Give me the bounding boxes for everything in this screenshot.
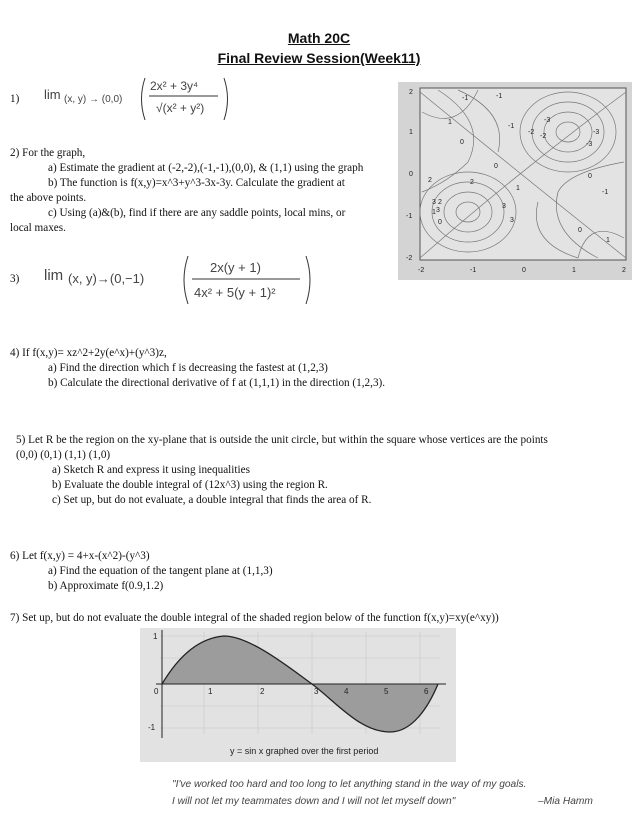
sine-graph-photo xyxy=(140,628,456,762)
svg-text:-1: -1 xyxy=(462,95,469,102)
q2-part-c: c) Using (a)&(b), find if there are any saddle points, local mins, or xyxy=(48,207,346,219)
q7-intro: 7) Set up, but do not evaluate the double integral of the shaded region below of the function f(x,y)=xy(e^xy)) xyxy=(10,612,499,624)
svg-text:6: 6 xyxy=(424,687,429,696)
svg-text:0: 0 xyxy=(409,171,413,178)
svg-text:-1: -1 xyxy=(602,189,609,196)
q6-part-b: b) Approximate f(0.9,1.2) xyxy=(48,580,164,592)
q3-lim-sub: (x, y)→(0,−1) xyxy=(68,271,145,286)
q3-lim: lim xyxy=(44,267,64,284)
q1-denominator: √(x² + y²) xyxy=(156,101,205,115)
q5-part-b: b) Evaluate the double integral of (12x^3) using the region R. xyxy=(52,479,328,491)
svg-text:0: 0 xyxy=(154,687,159,696)
sine-graph xyxy=(140,628,456,762)
svg-text:3: 3 xyxy=(502,203,506,210)
q3-denominator: 4x² + 5(y + 1)² xyxy=(194,285,276,300)
svg-text:1: 1 xyxy=(409,129,413,136)
svg-text:0: 0 xyxy=(460,139,464,146)
q2-intro: 2) For the graph, xyxy=(10,147,86,159)
svg-text:3: 3 xyxy=(436,207,440,214)
contour-plot-photo xyxy=(398,82,632,280)
q2-part-c-cont: local maxes. xyxy=(10,222,66,234)
svg-text:-1: -1 xyxy=(496,93,503,100)
svg-text:0: 0 xyxy=(578,227,582,234)
q1-lim: lim xyxy=(44,87,61,102)
svg-text:-1: -1 xyxy=(406,213,413,220)
svg-text:-3: -3 xyxy=(593,129,600,136)
svg-text:0: 0 xyxy=(522,267,526,274)
q4-part-b: b) Calculate the directional derivative of f at (1,1,1) in the direction (1,2,3). xyxy=(48,377,386,389)
svg-text:-3: -3 xyxy=(544,117,551,124)
q1-limit-formula xyxy=(44,74,244,124)
q1-number: 1) xyxy=(10,93,20,105)
q3-numerator: 2x(y + 1) xyxy=(210,260,261,275)
svg-text:1: 1 xyxy=(432,209,436,216)
sine-caption: y = sin x graphed over the first period xyxy=(230,746,379,756)
q5-part-c: c) Set up, but do not evaluate, a double integral that finds the area of R. xyxy=(52,494,372,506)
page-title: Math 20C xyxy=(287,30,351,46)
q3-number: 3) xyxy=(10,273,20,285)
q2-part-a: a) Estimate the gradient at (-2,-2),(-1,-1),(0,0), & (1,1) using the graph xyxy=(48,162,364,174)
svg-text:5: 5 xyxy=(384,687,389,696)
q4-intro: 4) If f(x,y)= xz^2+2y(e^x)+(y^3)z, xyxy=(10,347,167,359)
q1-paren-right xyxy=(224,78,228,120)
svg-text:-2: -2 xyxy=(540,133,547,140)
q3-limit-formula xyxy=(44,252,334,308)
svg-text:2: 2 xyxy=(428,177,432,184)
svg-text:1: 1 xyxy=(153,632,158,641)
svg-text:1: 1 xyxy=(516,185,520,192)
svg-text:2: 2 xyxy=(260,687,265,696)
svg-text:4: 4 xyxy=(344,687,349,696)
q5-part-a: a) Sketch R and express it using inequalities xyxy=(52,464,250,476)
quote-author: –Mia Hamm xyxy=(538,796,593,807)
svg-text:1: 1 xyxy=(448,119,452,126)
q3-paren-left xyxy=(184,256,188,304)
svg-text:-2: -2 xyxy=(418,267,425,274)
svg-text:-3: -3 xyxy=(586,141,593,148)
svg-text:2: 2 xyxy=(622,267,626,274)
svg-text:3: 3 xyxy=(432,199,436,206)
svg-text:-1: -1 xyxy=(508,123,515,130)
svg-text:1: 1 xyxy=(572,267,576,274)
quote-line-1: "I've worked too hard and too long to let anything stand in the way of my goals. xyxy=(172,779,527,790)
svg-text:0: 0 xyxy=(588,173,592,180)
page-subtitle: Final Review Session(Week11) xyxy=(217,50,421,66)
contour-frame xyxy=(420,88,626,260)
q2-part-b: b) The function is f(x,y)=x^3+y^3-3x-3y. Calculate the gradient at xyxy=(48,177,345,189)
svg-text:1: 1 xyxy=(208,687,213,696)
svg-text:3: 3 xyxy=(510,217,514,224)
quote-line-2: I will not let my teammates down and I will not let myself down" xyxy=(172,796,456,807)
q1-paren-left xyxy=(142,78,146,120)
q6-part-a: a) Find the equation of the tangent plane at (1,1,3) xyxy=(48,565,273,577)
q1-lim-sub: (x, y) → (0,0) xyxy=(64,94,123,105)
svg-text:-1: -1 xyxy=(148,723,156,732)
svg-text:3: 3 xyxy=(314,687,319,696)
q5-intro-cont: (0,0) (0,1) (1,1) (1,0) xyxy=(16,449,111,461)
svg-text:-2: -2 xyxy=(406,255,413,262)
q3-paren-right xyxy=(306,256,310,304)
q1-numerator: 2x² + 3y⁴ xyxy=(150,79,199,93)
svg-text:2: 2 xyxy=(438,199,442,206)
svg-text:0: 0 xyxy=(438,219,442,226)
svg-text:2: 2 xyxy=(409,89,413,96)
svg-text:-1: -1 xyxy=(470,267,477,274)
svg-text:1: 1 xyxy=(606,237,610,244)
svg-text:-2: -2 xyxy=(528,129,535,136)
q5-intro: 5) Let R be the region on the xy-plane that is outside the unit circle, but within the square whose vertices are the points xyxy=(16,434,548,446)
q2-part-b-cont: the above points. xyxy=(10,192,87,204)
svg-text:0: 0 xyxy=(494,163,498,170)
contour-plot xyxy=(398,82,632,280)
q4-part-a: a) Find the direction which f is decreasing the fastest at (1,2,3) xyxy=(48,362,328,374)
svg-text:2: 2 xyxy=(470,179,474,186)
q6-intro: 6) Let f(x,y) = 4+x-(x^2)-(y^3) xyxy=(10,550,150,562)
